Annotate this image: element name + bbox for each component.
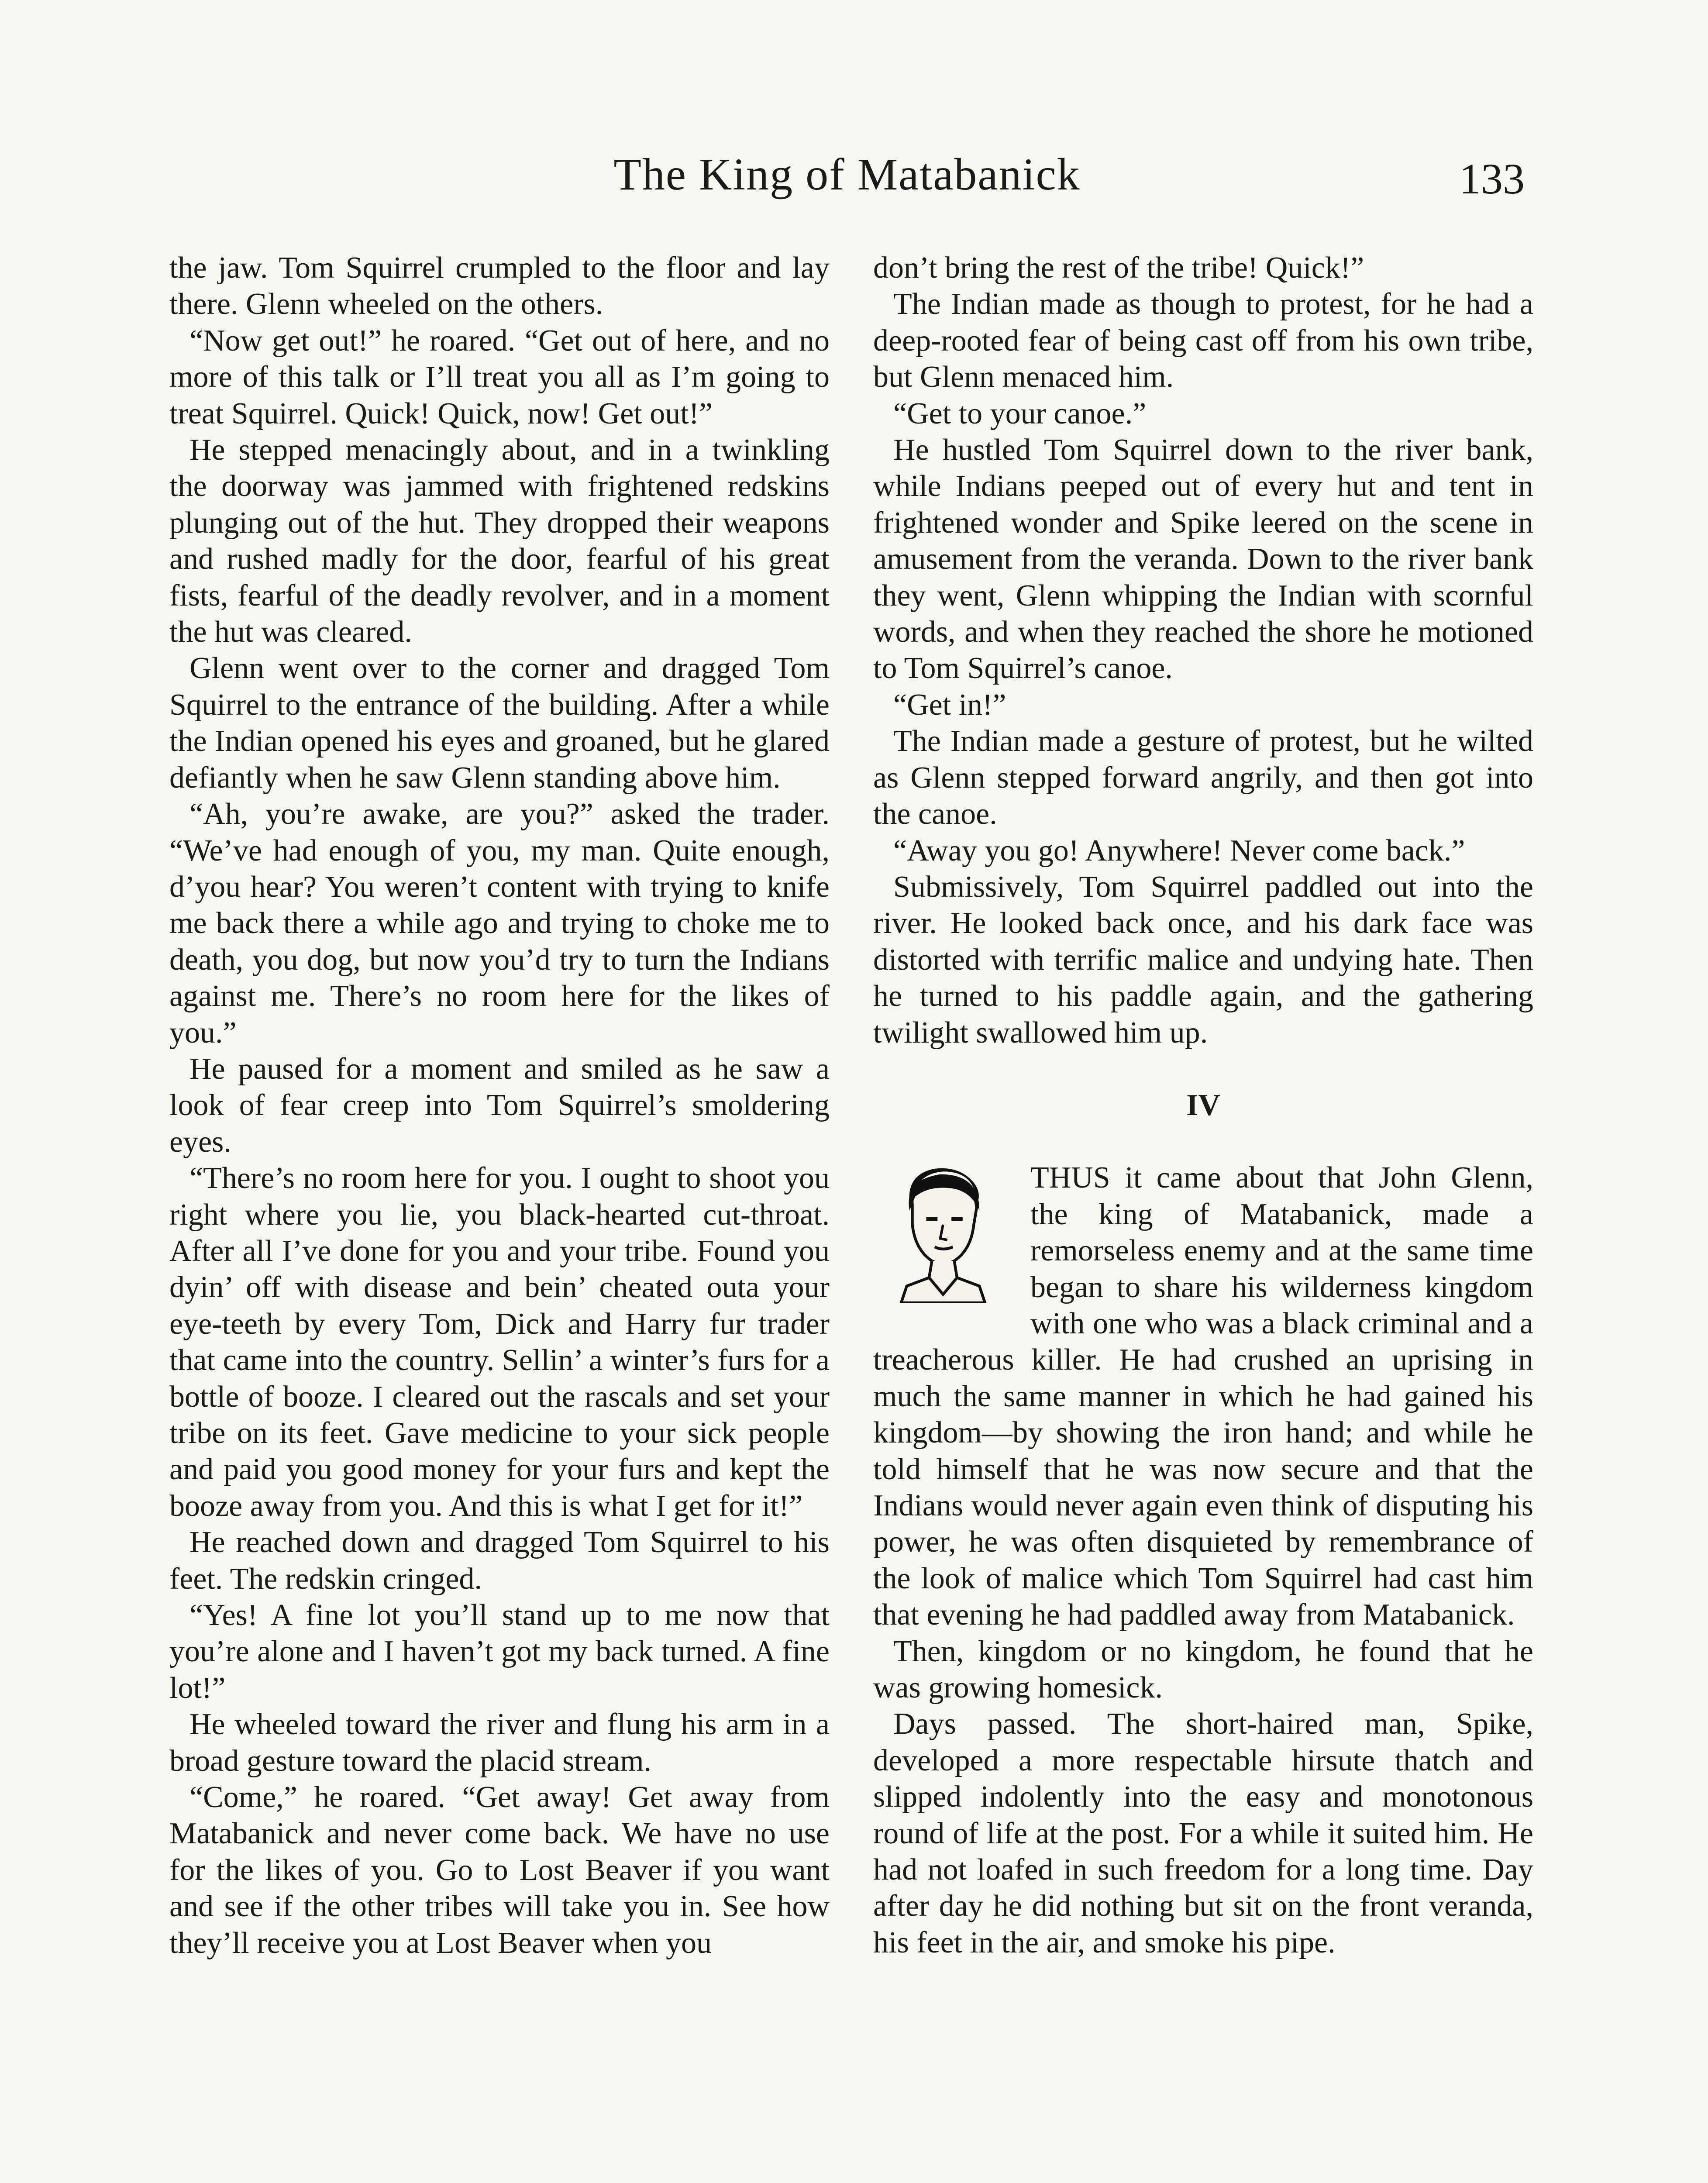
paragraph: He reached down and dragged Tom Squirrel to his feet. The redskin cringed. [169, 1525, 830, 1596]
paragraph: Glenn went over to the corner and dragged Tom Squirrel to the entrance of the building. After a while the Indian opened his eyes and groaned, but he glared defiantly when he saw Glenn standing above him. [169, 651, 830, 795]
paragraph: don’t bring the rest of the tribe! Quick!” [873, 251, 1364, 285]
page-header [169, 144, 1525, 218]
paragraph: Submissively, Tom Squirrel paddled out into the river. He looked back once, and his dark face was distorted with terrific malice and undying hate. Then he turned to his paddle again, and the gathering twilight swallowed him up. [873, 870, 1533, 1050]
paragraph: the jaw. Tom Squirrel crumpled to the floor and lay there. Glenn wheeled on the others. [169, 251, 830, 321]
left-column [169, 250, 830, 1961]
paragraph: “Ah, you’re awake, are you?” asked the trader. “We’ve had enough of you, my man. Quite enough, d’you hear? You weren’t content with trying to knife me back there a while ago and trying to choke me to death, you dog, but now you’d try to turn the Indians against me. There’s no room here for the likes of you.” [169, 797, 830, 1050]
portrait-illustration-icon [873, 1163, 1013, 1303]
paragraph: “Now get out!” he roared. “Get out of here, and no more of this talk or I’ll treat you all as I’m going to treat Squirrel. Quick! Quick, now! Get out!” [169, 324, 830, 430]
paragraph: He wheeled toward the river and flung his arm in a broad gesture toward the placid stream. [169, 1708, 830, 1778]
right-column [873, 250, 1533, 1961]
section-heading: IV [1186, 1088, 1220, 1122]
paragraph: “There’s no room here for you. I ought to shoot you right where you lie, you black-hearted cut-throat. After all I’ve done for you and your tribe. Found you dyin’ off with disease and bein’ cheated outa your eye-teeth by every Tom, Dick and Harry fur trader that came into the country. Sellin’ a winter’s furs for a bottle of booze. I cleared out the rascals and set your tribe on its feet. Gave medicine to your sick people and paid you good money for your furs and kept the booze away from you. And this is what I get for it!” [169, 1161, 830, 1523]
paragraph: He stepped menacingly about, and in a twinkling the doorway was jammed with frightened redskins plunging out of the hut. They dropped their weapons and rushed madly for the door, fearful of his great fists, fearful of the deadly revolver, and in a moment the hut was cleared. [169, 433, 830, 649]
paragraph: “Get in!” [893, 688, 1006, 722]
page-number: 133 [1459, 155, 1525, 203]
paragraph: THUS it came about that John Glenn, the king of Matabanick, made a remorseless enemy and at the same time began to share his wilderness kingdom with one who was a black criminal and a treacherous killer. He had crushed an uprising in much the same manner in which he had gained his kingdom—by showing the iron hand; and while he told himself that he was now secure and that the Indians would never again even think of disputing his power, he was often disquieted by remembrance of the look of malice which Tom Squirrel had cast him that evening he had paddled away from Matabanick. [873, 1161, 1533, 1632]
paragraph: The Indian made a gesture of protest, but he wilted as Glenn stepped forward angrily, and then got into the canoe. [873, 724, 1533, 831]
paragraph: He hustled Tom Squirrel down to the river bank, while Indians peeped out of every hut and tent in frightened wonder and Spike leered on the scene in amusement from the veranda. Down to the river bank they went, Glenn whipping the Indian with scornful words, and when they reached the shore he motioned to Tom Squirrel’s canoe. [873, 433, 1533, 685]
head-illustration [873, 1163, 1013, 1303]
running-title: The King of Matabanick [613, 149, 1081, 200]
paragraph: The Indian made as though to protest, for he had a deep-rooted fear of being cast off from his own tribe, but Glenn menaced him. [873, 287, 1533, 394]
paragraph: Then, kingdom or no kingdom, he found that he was growing homesick. [873, 1634, 1533, 1705]
paragraph: “Yes! A fine lot you’ll stand up to me now that you’re alone and I haven’t got my back turned. A fine lot!” [169, 1598, 830, 1705]
paragraph: “Get to your canoe.” [893, 396, 1147, 430]
paragraph: He paused for a moment and smiled as he saw a look of fear creep into Tom Squirrel’s smoldering eyes. [169, 1052, 830, 1159]
paragraph: “Away you go! Anywhere! Never come back.” [893, 833, 1465, 868]
paragraph: “Come,” he roared. “Get away! Get away from Matabanick and never come back. We have no use for the likes of you. Go to Lost Beaver if you want and see if the other tribes will take you in. See how they’ll receive you at Lost Beaver when you [169, 1780, 830, 1960]
paragraph: Days passed. The short-haired man, Spike, developed a more respectable hirsute thatch and slipped indolently into the easy and monotonous round of life at the post. For a while it suited him. He had not loafed in such freedom for a long time. Day after day he did nothing but sit on the front veranda, his feet in the air, and smoke his pipe. [873, 1707, 1533, 1959]
